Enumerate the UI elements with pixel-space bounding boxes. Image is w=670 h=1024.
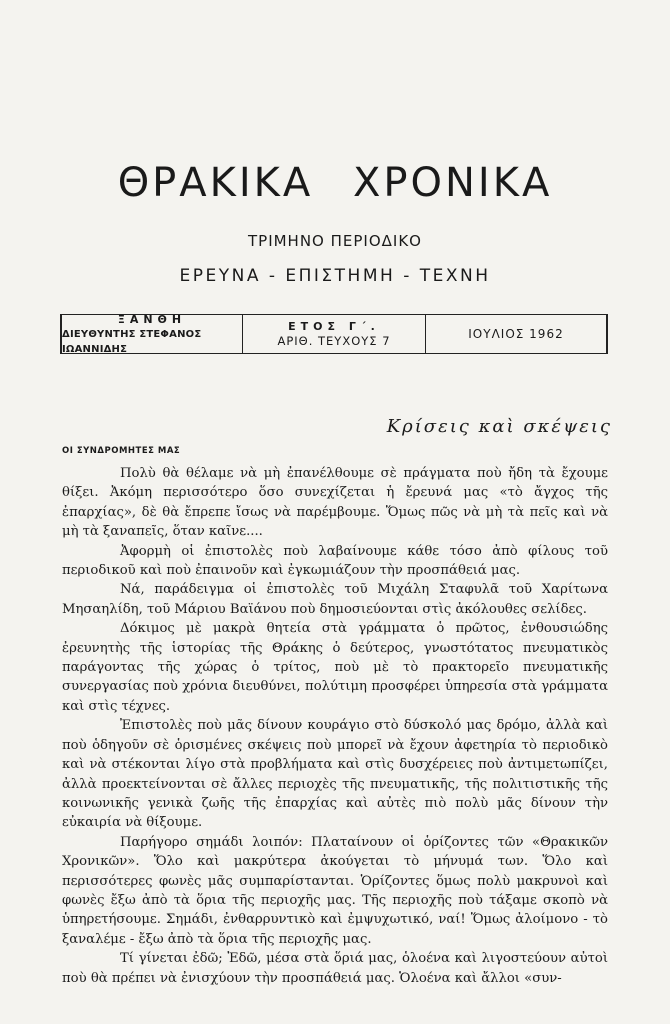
year-label: ΕΤΟΣ Γ΄. [288,320,380,333]
paragraph: Νά, παράδειγμα οἱ ἐπιστολὲς τοῦ Μιχάλη Σταφυλᾶ τοῦ Χαρίτωνα Μησαηλίδη, τοῦ Μάριου Βαϊάνου ποὺ δημοσιεύονται στὶς ἀκόλουθες σελίδες. [62,582,608,617]
masthead-info-box [60,314,608,354]
year-issue-cell [243,315,426,353]
date-cell [426,315,606,353]
paragraph: Παρήγορο σημάδι λοιπόν: Πλαταίνουν οἱ ὁρίζοντες τῶν «Θρακικῶν Χρονικῶν». Ὅλο καὶ μακρύτερα ἀκούγεται τὸ μήνυμά των. Ὅλο καὶ περισσότερες φωνὲς μᾶς συμπαρίστανται. Ὁρίζοντες ὅμως πολὺ μακρυνοὶ καὶ φωνὲς ἔξω ἀπὸ τὰ ὅρια τῆς περιοχῆς μας. Τῆς περιοχῆς ποὺ τάξαμε σκοπὸ νὰ ὑπηρετήσουμε. Σημάδι, ἐνθαρρυντικὸ καὶ ἐμψυχωτικό, ναί! Ὅμως ἀλοίμονο - τὸ ξαναλέμε - ἔξω ἀπὸ τὰ ὅρια τῆς περιοχῆς μας. [62,834,608,947]
place-director-cell [62,312,243,355]
issue-label: ΑΡΙΘ. ΤΕΥΧΟΥΣ 7 [277,334,391,348]
section-title: Κρίσεις καὶ σκέψεις [386,416,612,437]
paragraph: Δόκιμος μὲ μακρὰ θητεία στὰ γράμματα ὁ πρῶτος, ἐνθουσιώδης ἐρευνητὴς τῆς ἱστορίας τῆς Θράκης ὁ δεύτερος, γνωστότατος πνευματικὸς παράγοντας τῆς χώρας ὁ τρίτος, ποὺ μὲ τὸ πρακτορεῖο πνευματικῆς συνεργασίας ποὺ χρόνια διευθύνει, πολύτιμη προσφέρει ὑπηρεσία στὰ γράμματα καὶ στὶς τέχνες. [62,621,608,714]
director-label: ΔΙΕΥΘΥΝΤΗΣ ΣΤΕΦΑΝΟΣ ΙΩΑΝΝΙΔΗΣ [62,328,202,355]
paragraph: Ἀφορμὴ οἱ ἐπιστολὲς ποὺ λαβαίνουμε κάθε τόσο ἀπὸ φίλους τοῦ περιοδικοῦ καὶ ποὺ ἐπαινοῦν καὶ ἐγκωμιάζουν τὴν προσπάθειά μας. [62,543,608,579]
paragraph: Τί γίνεται ἐδῶ; Ἐδῶ, μέσα στὰ ὅριά μας, ὁλοένα καὶ λιγοστεύουν αὐτοὶ ποὺ θὰ πρέπει νὰ ἐνισχύουν τὴν προσπάθειά μας. Ὁλοένα καὶ ἄλλοι «συν- [62,951,608,986]
column-label: ΟΙ ΣΥΝΔΡΟΜΗΤΕΣ ΜΑΣ [62,446,181,456]
journal-subtitle: ΤΡΙΜΗΝΟ ΠΕΡΙΟΔΙΚΟ [247,232,422,250]
journal-title: ΘΡΑΚΙΚΑ ΧΡΟΝΙΚΑ [117,160,553,206]
article-body [62,464,608,988]
place-label: ΞΑΝΘΗ [117,312,187,326]
paragraph: Ἐπιστολὲς ποὺ μᾶς δίνουν κουράγιο στὸ δύσκολό μας δρόμο, ἀλλὰ καὶ ποὺ ὁδηγοῦν σὲ ὁρισμένες σκέψεις ποὺ μπορεῖ νὰ ἔχουν ἀφετηρία τὸ περιοδικὸ καὶ νὰ στέκονται λίγο στὰ προβλήματα καὶ στὶς δυσχέρειες ποὺ ἀντιμετωπίζει, ἀλλὰ προεκτείνονται σὲ ἄλλες περιοχὲς τῆς πνευματικῆς, τῆς πολιτιστικῆς τῆς κοινωνικῆς γενικὰ ζωῆς τῆς ἐπαρχίας καὶ αὐτὲς πιὸ πολὺ μᾶς δίνουν τὴν εὐκαιρία νὰ θίξουμε. [62,718,608,831]
paragraph: Πολὺ θὰ θέλαμε νὰ μὴ ἐπανέλθουμε σὲ πράγματα ποὺ ἤδη τὰ ἔχουμε θίξει. Ἀκόμη περισσότερο ὅσο συνεχίζεται ἡ ἔρευνά μας «τὸ ἄγχος τῆς ἐπαρχίας», δὲ θὰ ἔπρεπε ἴσως νὰ παρέμβουμε. Ὅμως πῶς νὰ μὴ τὰ πεῖς καὶ νὰ μὴ τὰ ξαναπεῖς, ὅταν καῖνε.... [62,466,608,540]
journal-motto: ΕΡΕΥΝΑ - ΕΠΙΣΤΗΜΗ - ΤΕΧΝΗ [179,266,491,286]
issue-date: ΙΟΥΛΙΟΣ 1962 [468,327,564,341]
